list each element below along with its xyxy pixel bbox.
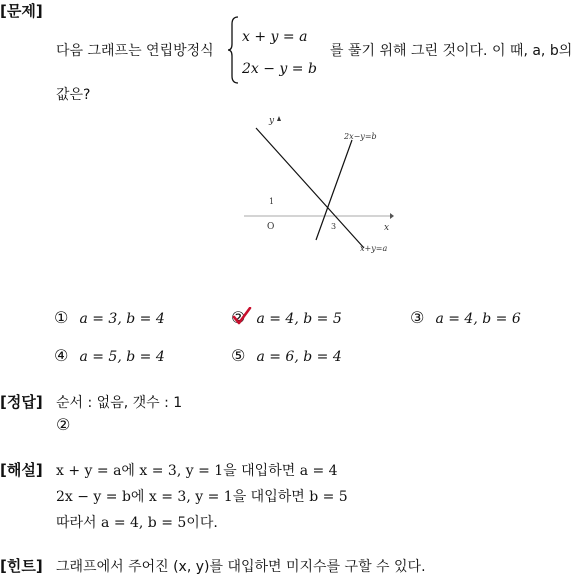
choice-5-number: ⑤ bbox=[231, 346, 246, 365]
equation-1: x + y = a bbox=[242, 29, 308, 45]
line1-label: 2x−y=b bbox=[344, 132, 377, 141]
line2-label: x+y=a bbox=[360, 244, 388, 253]
system-brace bbox=[228, 16, 240, 84]
check-mark-icon bbox=[232, 307, 252, 325]
answer-line-1: 순서 : 없음, 갯수 : 1 bbox=[56, 395, 183, 411]
problem-text-before: 다음 그래프는 연립방정식 bbox=[56, 43, 214, 59]
problem-text-after: 를 풀기 위해 그린 것이다. 이 때, a, b의 bbox=[330, 43, 573, 59]
choice-5[interactable] bbox=[231, 346, 342, 365]
graph bbox=[238, 110, 408, 260]
hint-line-1: 그래프에서 주어진 (x, y)를 대입하면 미지수를 구할 수 있다. bbox=[56, 559, 426, 575]
choice-1-number: ① bbox=[54, 308, 69, 327]
y-axis-arrow bbox=[277, 116, 281, 121]
choice-3-number: ③ bbox=[410, 308, 425, 327]
choice-1[interactable] bbox=[54, 308, 165, 327]
choice-2-text: a = 4, b = 5 bbox=[256, 311, 342, 327]
equation-2: 2x − y = b bbox=[242, 61, 317, 77]
solution-line-2: 2x − y = b에 x = 3, y = 1을 대입하면 b = 5 bbox=[56, 489, 348, 505]
choice-3[interactable] bbox=[410, 308, 521, 327]
x-axis-label: x bbox=[384, 223, 390, 233]
choice-4-number: ④ bbox=[54, 346, 69, 365]
problem-header: [문제] bbox=[0, 2, 43, 20]
choice-4-text: a = 5, b = 4 bbox=[79, 349, 165, 365]
choice-2[interactable] bbox=[231, 308, 342, 327]
choice-5-text: a = 6, b = 4 bbox=[256, 349, 342, 365]
answer-line-2: ② bbox=[56, 415, 71, 434]
y-axis-label: y bbox=[269, 116, 275, 126]
choice-3-text: a = 4, b = 6 bbox=[435, 311, 521, 327]
choice-4[interactable] bbox=[54, 346, 165, 365]
hint-header: [힌트] bbox=[0, 557, 43, 575]
solution-line-3: 따라서 a = 4, b = 5이다. bbox=[56, 515, 218, 531]
problem-text-line2: 값은? bbox=[56, 87, 91, 103]
solution-header: [해설] bbox=[0, 461, 43, 479]
origin-label: O bbox=[267, 222, 275, 232]
x-axis-arrow bbox=[390, 213, 394, 219]
tick-x-label: 3 bbox=[331, 222, 337, 231]
solution-line-1: x + y = a에 x = 3, y = 1을 대입하면 a = 4 bbox=[56, 463, 338, 479]
choice-2-number: ② bbox=[231, 308, 246, 327]
tick-y-label: 1 bbox=[269, 197, 275, 206]
choice-1-text: a = 3, b = 4 bbox=[79, 311, 165, 327]
answer-header: [정답] bbox=[0, 393, 43, 411]
